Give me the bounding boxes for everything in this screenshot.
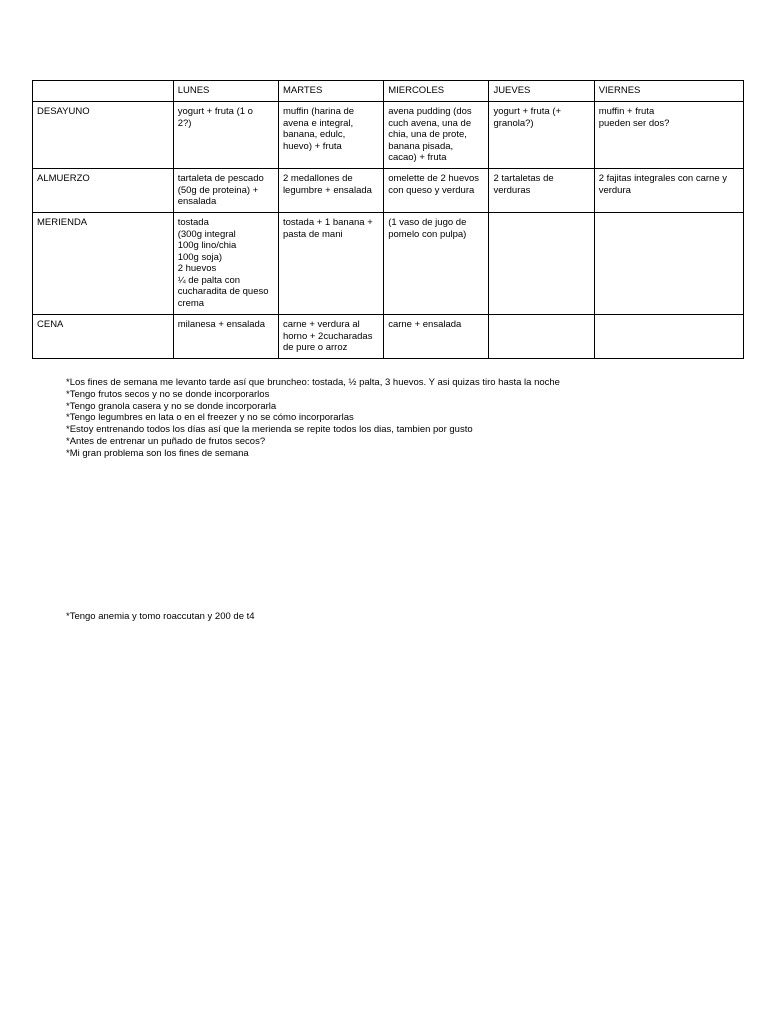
table-header-row	[33, 81, 744, 102]
note-legumbres: *Tengo legumbres en lata o en el freezer y no se cómo incorporarlas	[66, 412, 354, 424]
cell-merienda-jueves	[489, 213, 594, 315]
header-cell-lunes: LUNES	[173, 81, 278, 102]
cell-merienda-lunes: tostada (300g integral 100g lino/chia 100g soja) 2 huevos ¼ de palta con cucharadita de queso crema	[173, 213, 278, 315]
table-row-almuerzo	[33, 169, 744, 213]
weekly-meal-plan-table	[32, 80, 744, 359]
table-row-merienda	[33, 213, 744, 315]
cell-almuerzo-jueves: 2 tartaletas de verduras	[489, 169, 594, 213]
notes-list	[66, 377, 716, 460]
note-antes-de-entrenar: *Antes de entrenar un puñado de frutos secos?	[66, 435, 266, 447]
cell-desayuno-martes: muffin (harina de avena e integral, banana, edulc, huevo) + fruta	[278, 102, 383, 169]
cell-cena-lunes: milanesa + ensalada	[173, 315, 278, 359]
cell-cena-miercoles: carne + ensalada	[384, 315, 489, 359]
cell-merienda-martes: tostada + 1 banana + pasta de mani	[278, 213, 383, 315]
cell-almuerzo-miercoles: omelette de 2 huevos con queso y verdura	[384, 169, 489, 213]
header-cell-viernes: VIERNES	[594, 81, 743, 102]
note-frutos-secos: *Tengo frutos secos y no se donde incorporarlos	[66, 388, 270, 400]
header-cell-martes: MARTES	[278, 81, 383, 102]
row-label-cena: CENA	[33, 315, 174, 359]
row-label-almuerzo: ALMUERZO	[33, 169, 174, 213]
cell-desayuno-lunes: yogurt + fruta (1 o 2?)	[173, 102, 278, 169]
note-anemia: *Tengo anemia y tomo roaccutan y 200 de t4	[66, 611, 255, 622]
cell-desayuno-miercoles: avena pudding (dos cuch avena, una de chia, una de prote, banana pisada, cacao) + fruta	[384, 102, 489, 169]
header-cell-miercoles: MIERCOLES	[384, 81, 489, 102]
cell-cena-jueves	[489, 315, 594, 359]
row-label-desayuno: DESAYUNO	[33, 102, 174, 169]
cell-merienda-miercoles: (1 vaso de jugo de pomelo con pulpa)	[384, 213, 489, 315]
cell-almuerzo-viernes: 2 fajitas integrales con carne y verdura	[594, 169, 743, 213]
note-weekend-brunch: *Los fines de semana me levanto tarde así que bruncheo: tostada, ½ palta, 3 huevos. Y asi quizas tiro hasta la noche	[66, 377, 560, 388]
cell-cena-martes: carne + verdura al horno + 2cucharadas de pure o arroz	[278, 315, 383, 359]
table-row-cena	[33, 315, 744, 359]
cell-almuerzo-martes: 2 medallones de legumbre + ensalada	[278, 169, 383, 213]
cell-desayuno-jueves: yogurt + fruta (+ granola?)	[489, 102, 594, 169]
cell-almuerzo-lunes: tartaleta de pescado (50g de proteina) + ensalada	[173, 169, 278, 213]
row-label-merienda: MERIENDA	[33, 213, 174, 315]
cell-merienda-viernes	[594, 213, 743, 315]
header-cell-corner	[33, 81, 174, 102]
table-row-desayuno	[33, 102, 744, 169]
note-entrenando: *Estoy entrenando todos los días así que la merienda se repite todos los dias, tambien por gusto	[66, 424, 473, 436]
note-granola: *Tengo granola casera y no se donde incorporarla	[66, 400, 277, 412]
header-cell-jueves: JUEVES	[489, 81, 594, 102]
cell-desayuno-viernes: muffin + fruta pueden ser dos?	[594, 102, 743, 169]
note-fines-de-semana: *Mi gran problema son los fines de semana	[66, 447, 249, 459]
cell-cena-viernes	[594, 315, 743, 359]
